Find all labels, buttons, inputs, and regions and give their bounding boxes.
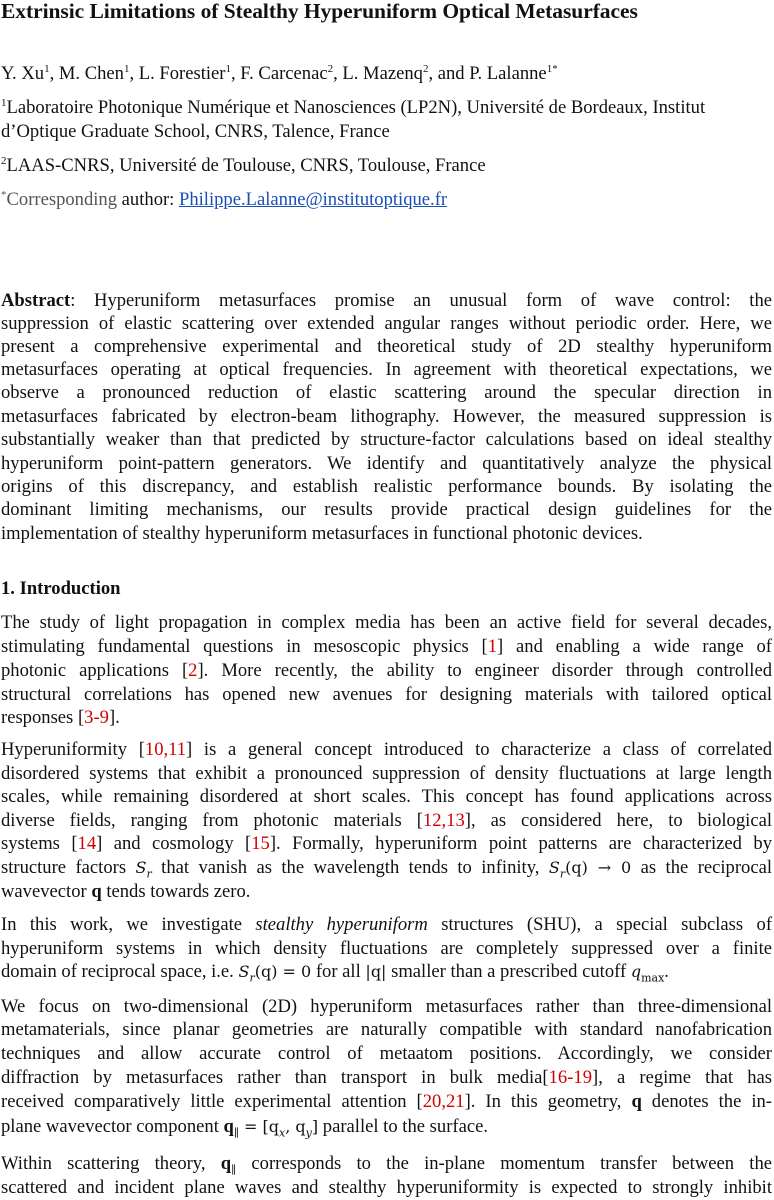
author-separator: ,: [129, 63, 139, 84]
citation-link[interactable]: 3-9: [84, 707, 109, 728]
corresponding-author: [1, 188, 772, 211]
author-separator: , and: [428, 63, 470, 84]
citation-link[interactable]: 15: [251, 833, 270, 854]
citation-link[interactable]: 20,21: [422, 1091, 465, 1112]
paragraph-line: responses [3-9].: [1, 707, 120, 728]
abstract-line: substantially weaker than that predicted by structure-factor calculations based on ideal stealthy: [1, 429, 772, 450]
author-separator: ,: [333, 63, 343, 84]
paragraph-line: The study of light propagation in complex media has been an active field for several decades,: [1, 612, 772, 633]
corresponding-email-link[interactable]: Philippe.Lalanne@institutoptique.fr: [179, 189, 448, 210]
abstract-line: observe a pronounced reduction of elastic scattering around the specular direction in: [1, 382, 772, 403]
math-expression: (q) = 0: [254, 962, 312, 981]
author-affiliation-mark: 1: [123, 63, 130, 75]
author-affiliation-mark: 1*: [546, 63, 558, 75]
math-expression: |q|: [365, 962, 387, 981]
abstract-line: present a comprehensive experimental and theoretical study of 2D stealthy hyperuniform: [1, 336, 772, 357]
paragraph-line: structural correlations has opened new avenues for designing materials with tailored optical: [1, 684, 772, 705]
author-affiliation-mark: 2: [422, 63, 429, 75]
author-name: Y. Xu: [1, 63, 45, 84]
citation-link[interactable]: 14: [77, 833, 97, 854]
math-symbol: q: [631, 1091, 642, 1112]
math-expression: = [q: [238, 1117, 280, 1136]
paper-title-block: [1, 0, 772, 23]
abstract-label: Abstract: [1, 290, 71, 311]
abstract-line: metasurfaces fabricated by electron-beam lithography. However, the measured suppression is: [1, 406, 772, 427]
math-symbol: S: [548, 858, 560, 877]
citation-link[interactable]: 10,11: [144, 739, 187, 760]
abstract-text: : Hyperuniform metasurfaces promise an unusual form of wave control: the: [70, 290, 772, 311]
author-name: M. Chen: [58, 63, 124, 84]
citation-link[interactable]: 12,13: [422, 810, 465, 831]
paragraph-line: diverse fields, ranging from photonic materials [12,13], as considered here, to biological: [1, 810, 772, 831]
paragraph-line: systems [14] and cosmology [15]. Formally, hyperuniform point patterns are characterized by: [1, 833, 773, 854]
citation-link[interactable]: 2: [188, 660, 198, 681]
author-list: [1, 62, 772, 85]
math-expression: (q) → 0: [565, 858, 632, 877]
affiliation-number: 1: [1, 97, 7, 109]
author-name: F. Carcenac: [240, 63, 328, 84]
abstract-line: [1, 289, 772, 312]
author-separator: ,: [49, 63, 59, 84]
paragraph-line: scales, while remaining disordered at short scales. This concept has found applications across: [1, 786, 772, 807]
paragraph-line: Within scattering theory, $q_\parallel$ corresponds to the in-plane momentum transfer between the: [1, 1153, 772, 1177]
corresponding-text: author:: [117, 189, 179, 210]
math-symbol: q: [220, 1153, 232, 1174]
author-name: L. Forestier: [138, 63, 226, 84]
affiliation-2: [1, 154, 772, 177]
paragraph-line: scattered and incident plane waves and stealthy hyperuniformity is expected to strongly inhibit: [1, 1177, 772, 1198]
math-symbol: S: [135, 858, 147, 877]
math-symbol: q: [91, 881, 102, 902]
abstract-line: dominant limiting mechanisms, our results provide practical design guidelines for the: [1, 499, 772, 520]
citation-link[interactable]: 1: [487, 636, 498, 657]
section-heading: 1. Introduction: [1, 578, 121, 599]
abstract-line: metasurfaces operating at optical frequencies. In agreement with theoretical expectations, we: [1, 359, 772, 380]
math-symbol: S: [238, 962, 250, 981]
paragraph-line: wavevector q tends towards zero.: [1, 881, 251, 902]
affiliation-1: [1, 96, 772, 119]
paragraph-line: diffraction by metasurfaces rather than transport in bulk media[16-19], a regime that has: [1, 1067, 772, 1088]
corresponding-label: Corresponding: [6, 189, 118, 210]
paragraph-line: domain of reciprocal space, i.e. $S_r(q) = 0$ for all |q| smaller than a prescribed cutoff $q_{max}$.: [1, 961, 669, 985]
paragraph-line: photonic applications [2]. More recently, the ability to engineer disorder through controlled: [1, 660, 772, 681]
citation-link[interactable]: 16-19: [548, 1067, 592, 1088]
paper-title: Extrinsic Limitations of Stealthy Hyperuniform Optical Metasurfaces: [1, 0, 638, 23]
author-affiliation-mark: 1: [225, 63, 231, 75]
affiliation-text: Laboratoire Photonique Numérique et Nanosciences (LP2N), Université de Bordeaux, Institut: [6, 97, 706, 118]
author-name: L. Mazenq: [342, 63, 423, 84]
paragraph-line: In this work, we investigate stealthy hyperuniform structures (SHU), a special subclass of: [1, 914, 773, 935]
emphasis: stealthy hyperuniform: [255, 914, 428, 935]
affiliation-1-continued: [1, 120, 772, 143]
math-symbol: q: [630, 962, 642, 981]
paragraph-line: Hyperuniformity [10,11] is a general concept introduced to characterize a class of correlated: [1, 739, 773, 760]
corresponding-mark: *: [1, 189, 7, 201]
paragraph-line: disordered systems that exhibit a pronounced suppression of density fluctuations at large length: [1, 763, 772, 784]
author-affiliation-mark: 2: [327, 63, 334, 75]
author-affiliation-mark: 1: [44, 63, 50, 75]
paragraph-line: techniques and allow accurate control of metaatom positions. Accordingly, we consider: [1, 1043, 772, 1064]
paragraph-line: plane wavevector component $q_\parallel = [q_x$, $q_y$] parallel to the surface.: [1, 1116, 488, 1140]
abstract-line: implementation of stealthy hyperuniform metasurfaces in functional photonic devices.: [1, 523, 643, 544]
paragraph-line: stimulating fundamental questions in mesoscopic physics [1] and enabling a wide range of: [1, 636, 772, 657]
math-symbol: q: [223, 1116, 234, 1137]
paragraph-line: received comparatively little experimental attention [20,21]. In this geometry, q denotes the in-: [1, 1091, 772, 1112]
paragraph-line: hyperuniform systems in which density fluctuations are completely suppressed over a finite: [1, 938, 772, 959]
paragraph-line: metamaterials, since planar geometries are naturally compatible with standard nanofabrication: [1, 1019, 772, 1040]
affiliation-text: LAAS-CNRS, Université de Toulouse, CNRS, Toulouse, France: [6, 155, 486, 176]
abstract-line: suppression of elastic scattering over extended angular ranges without periodic order. Here, we: [1, 313, 772, 334]
affiliation-text: d’Optique Graduate School, CNRS, Talence, France: [1, 121, 390, 142]
paragraph-line: We focus on two-dimensional (2D) hyperuniform metasurfaces rather than three-dimensional: [1, 996, 772, 1017]
paragraph-line: structure factors $S_r$ that vanish as the wavelength tends to infinity, $S_r(q) \to 0$ as the reciprocal: [1, 857, 773, 881]
affiliation-number: 2: [1, 155, 7, 167]
abstract-line: hyperuniform point-pattern generators. We identify and quantitatively analyze the physical: [1, 453, 772, 474]
abstract-line: origins of this discrepancy, and establish realistic performance bounds. By isolating the: [1, 476, 772, 497]
author-name: P. Lalanne: [469, 63, 547, 84]
author-separator: ,: [230, 63, 241, 84]
